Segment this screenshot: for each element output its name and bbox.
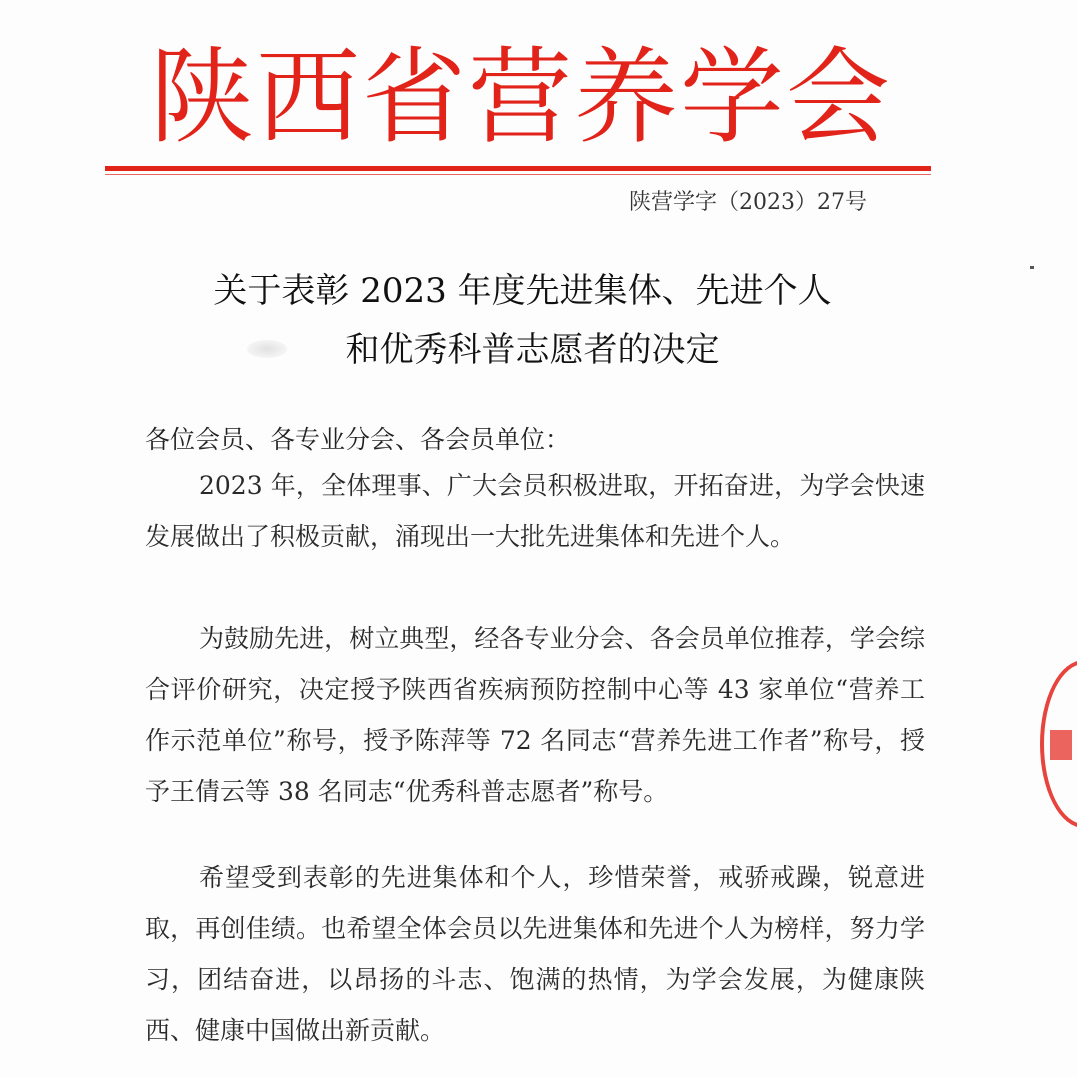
header-red-rule-thin (105, 174, 931, 175)
body-paragraph-1: 2023 年，全体理事、广大会员积极进取，开拓奋进，为学会快速发展做出了积极贡献，涌现出一大批先进集体和先进个人。 (145, 471, 925, 551)
header-red-rule (105, 166, 931, 171)
official-seal-fragment-mark (1050, 730, 1072, 760)
scan-smudge (247, 340, 287, 358)
salutation: 各位会员、各专业分会、各会员单位： (145, 425, 571, 454)
document-title-line-2: 和优秀科普志愿者的决定 (345, 330, 720, 370)
document-title-line-1: 关于表彰 2023 年度先进集体、先进个人 (213, 271, 832, 311)
scan-speck (1030, 266, 1034, 269)
organization-header: 陕西省营养学会 (150, 36, 893, 158)
body-paragraph-3: 希望受到表彰的先进集体和个人，珍惜荣誉，戒骄戒躁，锐意进取，再创佳绩。也希望全体会员以先进集体和先进个人为榜样，努力学习，团结奋进，以昂扬的斗志、饱满的热情，为学会发展，为健康陕西、健康中国做出新贡献。 (145, 863, 925, 1045)
document-number: 陕营学字（2023）27号 (629, 190, 867, 215)
body-paragraph-2: 为鼓励先进，树立典型，经各专业分会、各会员单位推荐，学会综合评价研究，决定授予陕西省疾病预防控制中心等 43 家单位“营养工作示范单位”称号，授予陈萍等 72 名同志“营养先进工作者”称号，授予王倩云等 38 名同志“优秀科普志愿者”称号。 (145, 624, 925, 806)
